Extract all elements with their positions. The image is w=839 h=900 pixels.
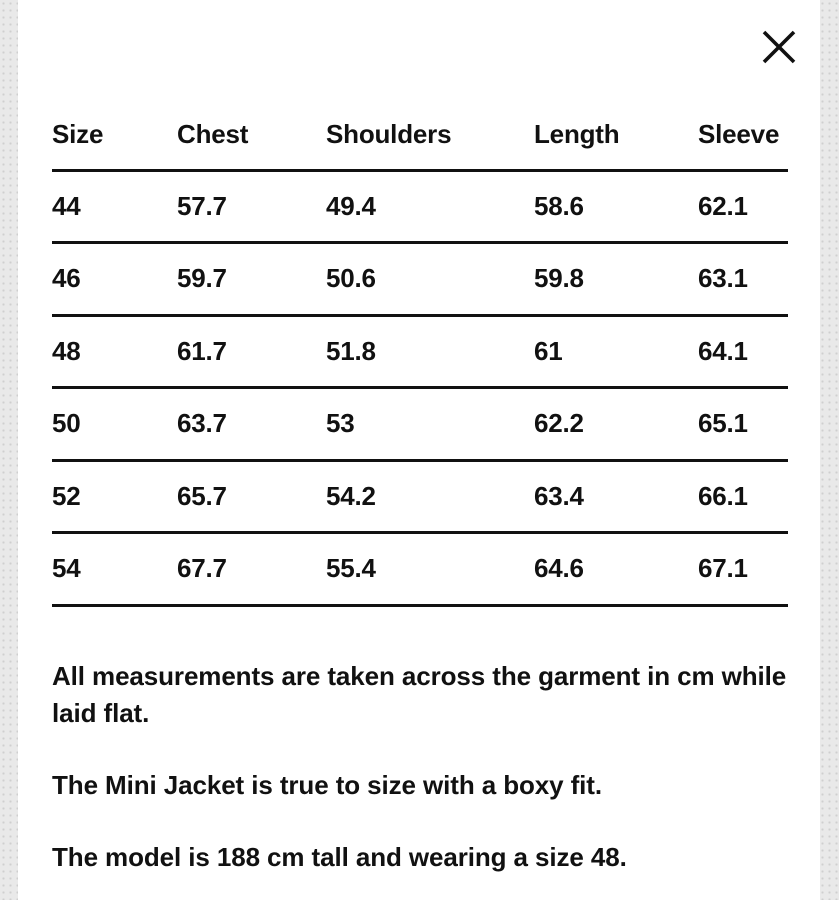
cell-size: 44 bbox=[52, 190, 81, 221]
cell-size: 52 bbox=[52, 480, 81, 511]
header-chest: Chest bbox=[177, 118, 249, 149]
cell-size: 46 bbox=[52, 263, 81, 294]
table-row bbox=[52, 533, 788, 606]
cell-shoulders: 51.8 bbox=[326, 335, 376, 366]
cell-shoulders: 55.4 bbox=[326, 553, 376, 584]
note-fit: The Mini Jacket is true to size with a boxy fit. bbox=[52, 770, 602, 800]
header-length: Length bbox=[534, 118, 620, 149]
table-header-row bbox=[52, 100, 788, 170]
cell-sleeve: 63.1 bbox=[698, 263, 748, 294]
header-shoulders: Shoulders bbox=[326, 118, 452, 149]
header-sleeve: Sleeve bbox=[698, 118, 780, 149]
size-chart-table bbox=[52, 100, 788, 607]
close-icon bbox=[758, 26, 800, 68]
cell-length: 61 bbox=[534, 335, 563, 366]
cell-shoulders: 49.4 bbox=[326, 190, 376, 221]
cell-shoulders: 50.6 bbox=[326, 263, 376, 294]
cell-sleeve: 67.1 bbox=[698, 553, 748, 584]
cell-chest: 67.7 bbox=[177, 553, 227, 584]
cell-shoulders: 53 bbox=[326, 408, 355, 439]
header-size: Size bbox=[52, 118, 104, 149]
note-measurements: All measurements are taken across the garment in cm while laid flat. bbox=[52, 661, 787, 728]
cell-sleeve: 64.1 bbox=[698, 335, 748, 366]
table-row bbox=[52, 460, 788, 533]
table-row bbox=[52, 315, 788, 388]
cell-size: 50 bbox=[52, 408, 81, 439]
cell-size: 54 bbox=[52, 553, 81, 584]
size-notes bbox=[52, 658, 792, 876]
cell-length: 64.6 bbox=[534, 553, 584, 584]
table-row bbox=[52, 243, 788, 316]
close-button[interactable] bbox=[758, 26, 800, 68]
cell-length: 58.6 bbox=[534, 190, 584, 221]
note-model: The model is 188 cm tall and wearing a size 48. bbox=[52, 842, 627, 872]
cell-size: 48 bbox=[52, 335, 81, 366]
cell-length: 59.8 bbox=[534, 263, 584, 294]
cell-length: 63.4 bbox=[534, 480, 584, 511]
cell-chest: 57.7 bbox=[177, 190, 227, 221]
cell-chest: 59.7 bbox=[177, 263, 227, 294]
cell-sleeve: 66.1 bbox=[698, 480, 748, 511]
cell-sleeve: 62.1 bbox=[698, 190, 748, 221]
cell-chest: 65.7 bbox=[177, 480, 227, 511]
cell-chest: 61.7 bbox=[177, 335, 227, 366]
table-row bbox=[52, 170, 788, 243]
cell-length: 62.2 bbox=[534, 408, 584, 439]
cell-shoulders: 54.2 bbox=[326, 480, 376, 511]
size-guide-modal bbox=[18, 0, 820, 900]
table-row bbox=[52, 388, 788, 461]
cell-chest: 63.7 bbox=[177, 408, 227, 439]
cell-sleeve: 65.1 bbox=[698, 408, 748, 439]
